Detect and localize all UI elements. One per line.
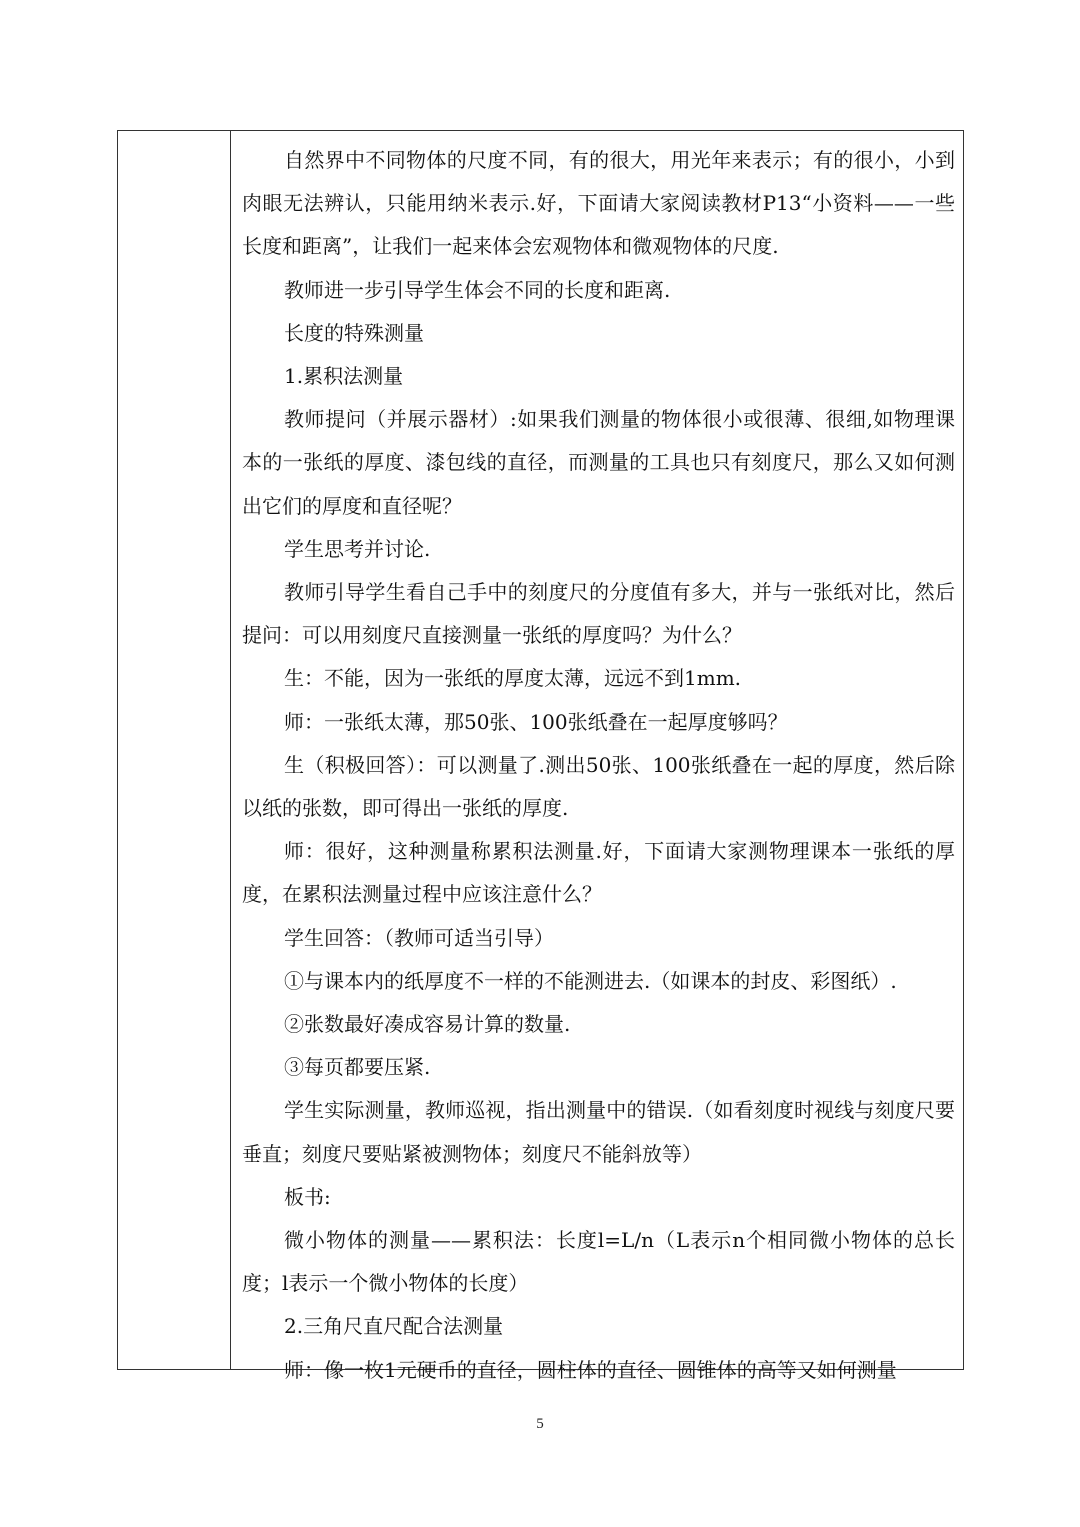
list-item: ③每页都要压紧. [284,1055,431,1080]
table-content-cell [231,131,963,1382]
subsection-heading: 1.累积法测量 [284,364,404,389]
table-left-column [118,131,231,1369]
paragraph: 师：很好，这种测量称累积法测量.好，下面请大家测物理课本一张纸的厚度，在累积法测量过程中应该注意什么？ [242,839,955,907]
paragraph: 板书: [284,1184,331,1209]
paragraph: 生（积极回答）：可以测量了.测出50张、100张纸叠在一起的厚度，然后除以纸的张数，即可得出一张纸的厚度. [242,752,955,821]
paragraph: 学生思考并讨论. [284,536,431,561]
lesson-table [117,130,964,1382]
page-number: 5 [536,1416,544,1432]
paragraph: 学生实际测量，教师巡视，指出测量中的错误.（如看刻度时视线与刻度尺要垂直；刻度尺要贴紧被测物体；刻度尺不能斜放等） [242,1098,955,1166]
section-heading: 长度的特殊测量 [284,320,424,345]
list-item: ②张数最好凑成容易计算的数量. [284,1012,571,1037]
subsection-heading: 2.三角尺直尺配合法测量 [284,1314,504,1339]
list-item: ①与课本内的纸厚度不一样的不能测进去.（如课本的封皮、彩图纸）. [284,968,897,993]
paragraph: 自然界中不同物体的尺度不同，有的很大，用光年来表示；有的很小，小到肉眼无法辨认，只能用纳米表示.好，下面请大家阅读教材P13“小资料——一些长度和距离”，让我们一起来体会宏观物体和微观物体的尺度. [242,148,955,259]
paragraph: 微小物体的测量——累积法：长度l=L/n（L表示n个相同微小物体的总长度；l表示一个微小物体的长度） [242,1228,955,1296]
paragraph: 教师引导学生看自己手中的刻度尺的分度值有多大，并与一张纸对比，然后提问：可以用刻度尺直接测量一张纸的厚度吗？为什么？ [242,580,955,648]
paragraph: 师：像一枚1元硬币的直径，圆柱体的直径、圆锥体的高等又如何测量 [284,1357,897,1382]
paragraph: 教师进一步引导学生体会不同的长度和距离. [284,277,671,302]
paragraph: 生：不能，因为一张纸的厚度太薄，远远不到1mm. [284,666,742,691]
paragraph: 学生回答：（教师可适当引导） [284,925,554,950]
paragraph: 师：一张纸太薄，那50张、100张纸叠在一起厚度够吗？ [284,709,788,734]
paragraph: 教师提问（并展示器材）:如果我们测量的物体很小或很薄、很细,如物理课本的一张纸的厚度、漆包线的直径，而测量的工具也只有刻度尺，那么又如何测出它们的厚度和直径呢？ [242,407,955,518]
